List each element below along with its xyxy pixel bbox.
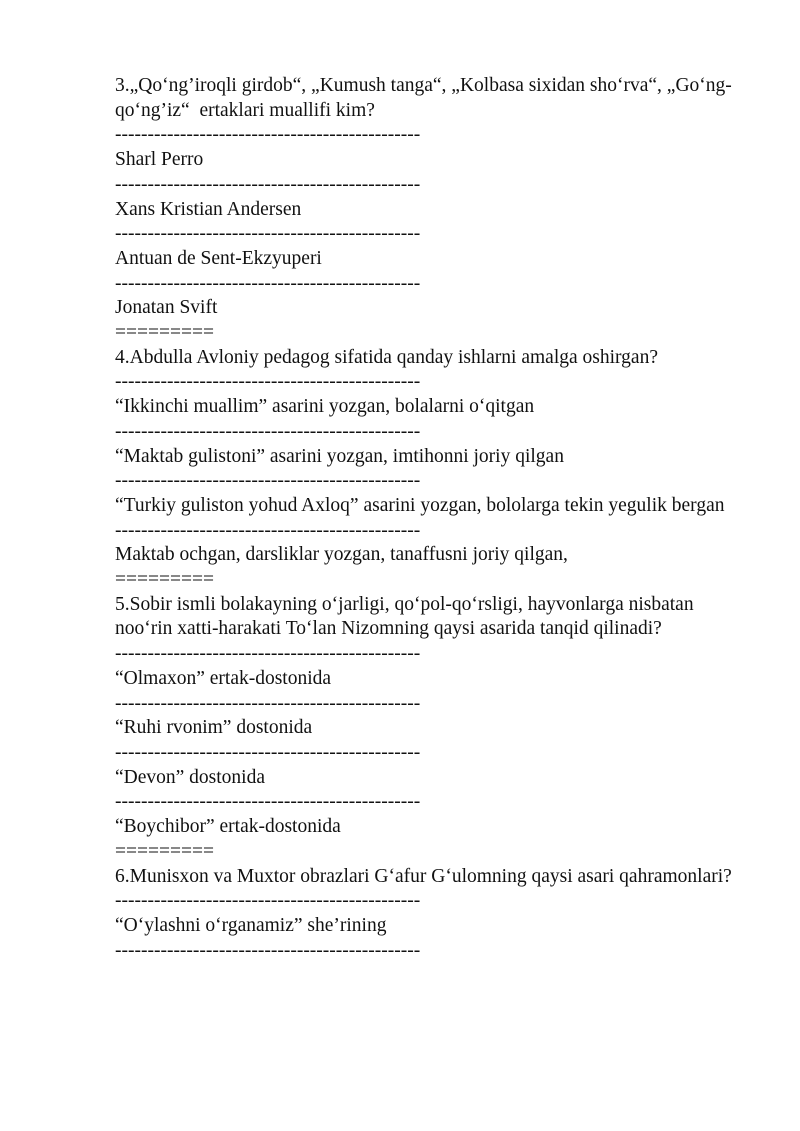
question-3-option-3: Antuan de Sent-Ekzyuperi [115, 247, 322, 269]
separator-dash: ----------------------------------------------- [115, 741, 421, 763]
separator-dash: ----------------------------------------------- [115, 643, 421, 665]
separator-eq: ========= [115, 840, 214, 862]
separator-dash: ----------------------------------------------- [115, 272, 421, 294]
separator-dash: ----------------------------------------------- [115, 519, 421, 541]
separator-dash: ----------------------------------------------- [115, 470, 421, 492]
question-5-option-4: “Boychibor” ertak-dostonida [115, 816, 341, 838]
question-5-option-1: “Olmaxon” ertak-dostonida [115, 667, 332, 689]
question-5-option-3: “Devon” dostonida [115, 766, 266, 788]
separator-dash: ----------------------------------------------- [115, 223, 421, 245]
separator-dash: ----------------------------------------------- [115, 890, 421, 912]
separator-dash: ----------------------------------------------- [115, 791, 421, 813]
separator-dash: ----------------------------------------------- [115, 420, 421, 442]
separator-dash: ----------------------------------------------- [115, 124, 421, 146]
separator-dash: ----------------------------------------------- [115, 939, 421, 961]
question-3-option-2: Xans Kristian Andersen [115, 198, 302, 220]
question-4-option-1: “Ikkinchi muallim” asarini yozgan, bolalarni o‘qitgan [115, 396, 535, 418]
question-4-option-2: “Maktab gulistoni” asarini yozgan, imtihonni joriy qilgan [115, 445, 564, 467]
question-4-option-4: Maktab ochgan, darsliklar yozgan, tanaffusni joriy qilgan, [115, 544, 568, 566]
question-4-option-3: “Turkiy guliston yohud Axloq” asarini yozgan, bololarga tekin yegulik bergan [115, 494, 725, 516]
question-5-text: 5.Sobir ismli bolakayning o‘jarligi, qo‘pol-qo‘rsligi, hayvonlarga nisbatan noo‘rin xatti-harakati To‘lan Nizomning qaysi asarida tanqid qilinadi? [115, 593, 699, 640]
separator-dash: ----------------------------------------------- [115, 371, 421, 393]
question-5-option-2: “Ruhi rvonim” dostonida [115, 717, 313, 739]
question-3-text: 3.„Qo‘ng’iroqli girdob“, „Kumush tanga“, „Kolbasa sixidan sho‘rva“, „Go‘ng-qo‘ng’iz“ ertaklari muallifi kim? [115, 75, 732, 121]
separator-dash: ----------------------------------------------- [115, 173, 421, 195]
separator-dash: ----------------------------------------------- [115, 692, 421, 714]
separator-eq: ========= [115, 569, 214, 591]
separator-eq: ========= [115, 322, 214, 344]
question-3-option-4: Jonatan Svift [115, 297, 218, 319]
question-6-text: 6.Munisxon va Muxtor obrazlari G‘afur G‘ulomning qaysi asari qahramonlari? [115, 865, 732, 887]
question-3-option-1: Sharl Perro [115, 149, 204, 171]
question-4-text: 4.Abdulla Avloniy pedagog sifatida qanday ishlarni amalga oshirgan? [115, 346, 658, 368]
question-6-option-1: “O‘ylashni o‘rganamiz” she’rining [115, 914, 387, 936]
document-page [115, 74, 735, 963]
